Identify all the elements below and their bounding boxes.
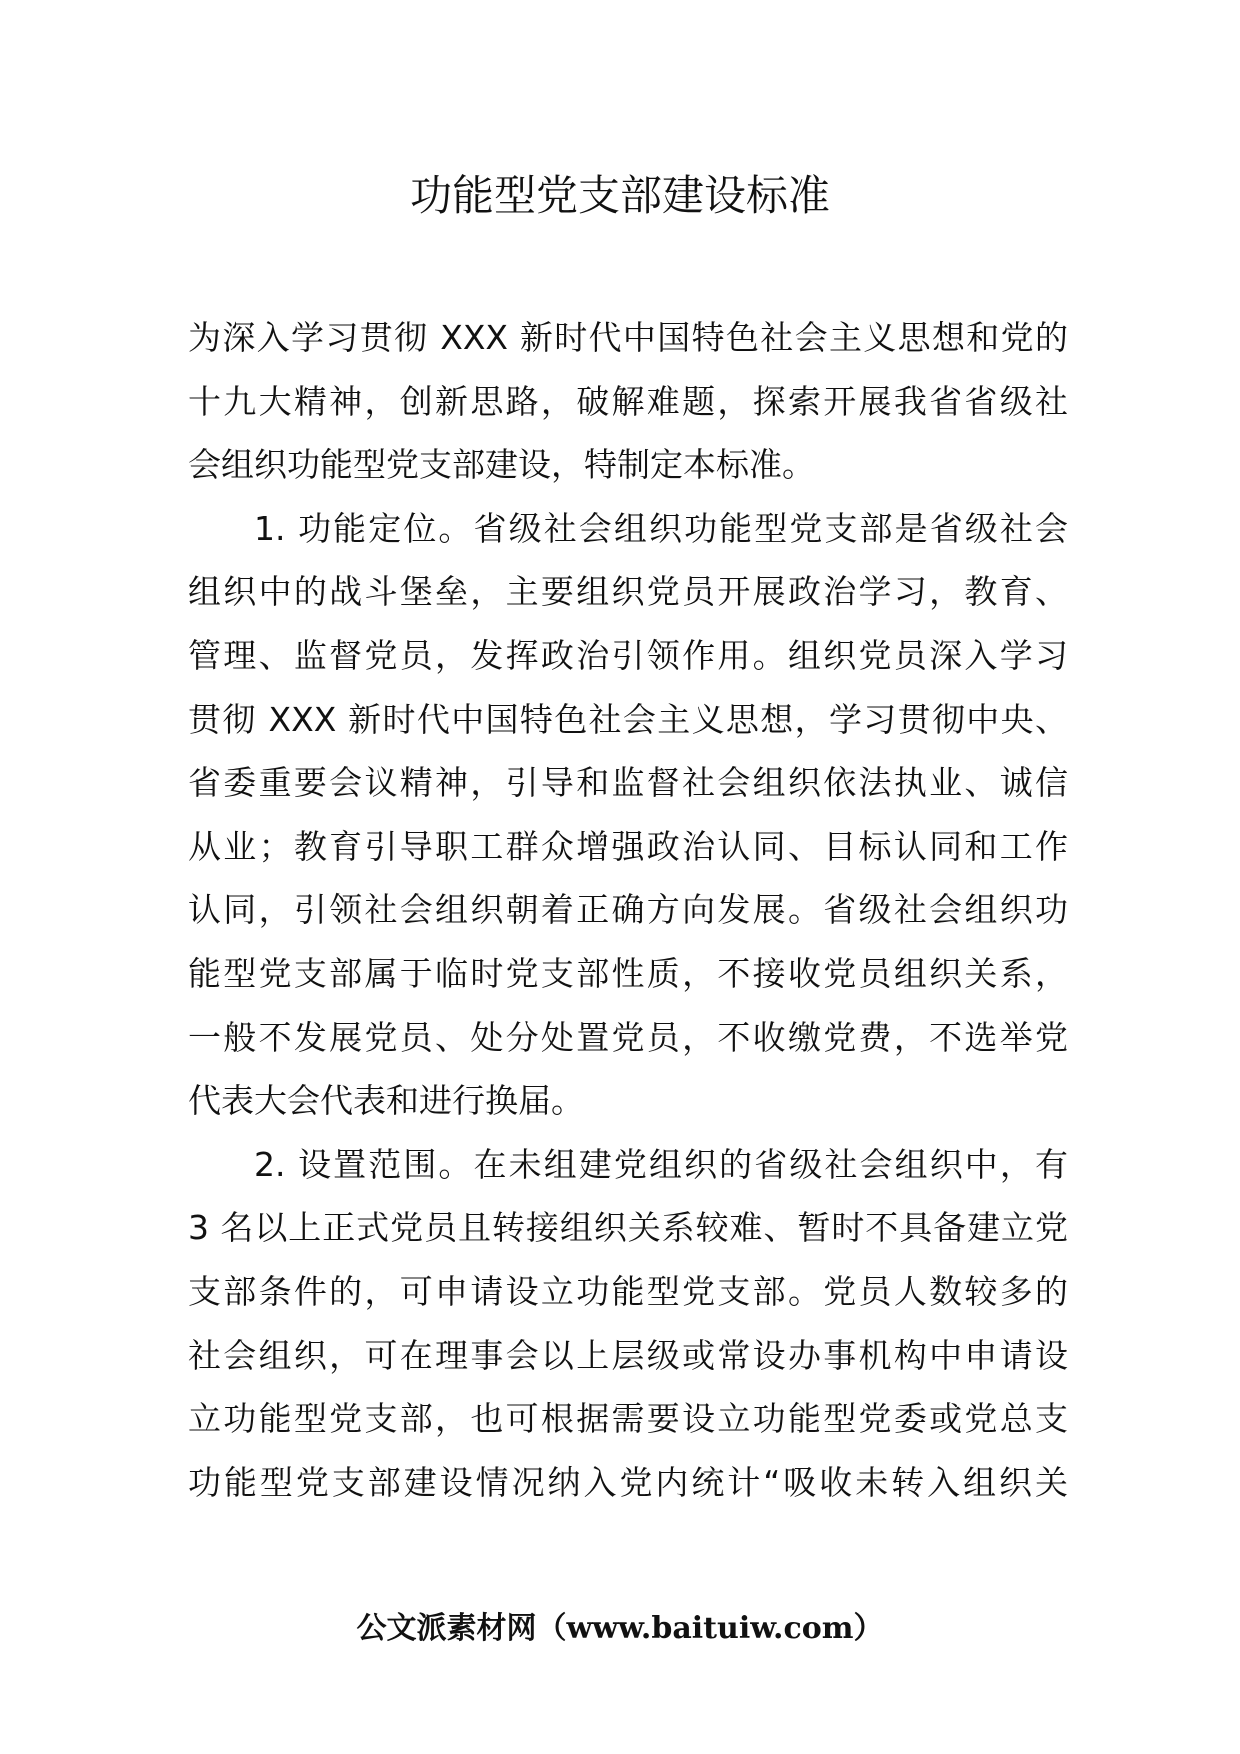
body-line: 2. 设置范围。在未组建党组织的省级社会组织中，有: [254, 1144, 1068, 1184]
body-line: 为深入学习贯彻 XXX 新时代中国特色社会主义思想和党的: [188, 318, 1068, 357]
body-line: 1. 功能定位。省级社会组织功能型党支部是省级社会: [254, 508, 1068, 548]
body-line: 从业；教育引导职工群众增强政治认同、目标认同和工作: [188, 826, 1068, 866]
body-line: 代表大会代表和进行换届。: [188, 1081, 584, 1121]
body-line: 社会组织，可在理事会以上层级或常设办事机构中申请设: [188, 1335, 1068, 1375]
body-line: 3 名以上正式党员且转接组织关系较难、暂时不具备建立党: [188, 1208, 1068, 1248]
body-line: 立功能型党支部，也可根据需要设立功能型党委或党总支: [188, 1399, 1068, 1439]
body-line: 能型党支部属于临时党支部性质，不接收党员组织关系，: [188, 953, 1068, 993]
body-line: 管理、监督党员，发挥政治引领作用。组织党员深入学习: [188, 635, 1068, 675]
body-line: 组织中的战斗堡垒，主要组织党员开展政治学习，教育、: [188, 572, 1068, 612]
body-line: 省委重要会议精神，引导和监督社会组织依法执业、诚信: [188, 763, 1068, 803]
body-line: 功能型党支部建设情况纳入党内统计“吸收未转入组织关: [188, 1462, 1068, 1502]
body-line: 会组织功能型党支部建设，特制定本标准。: [188, 445, 815, 485]
body-line: 贯彻 XXX 新时代中国特色社会主义思想，学习贯彻中央、: [188, 699, 1068, 739]
body-line: 十九大精神，创新思路，破解难题，探索开展我省省级社: [188, 381, 1068, 421]
footer-watermark: 公文派素材网（www.baituiw.com）: [356, 1611, 884, 1646]
document-title: 功能型党支部建设标准: [409, 171, 830, 220]
body-line: 一般不发展党员、处分处置党员，不收缴党费，不选举党: [188, 1017, 1068, 1057]
body-line: 认同，引领社会组织朝着正确方向发展。省级社会组织功: [188, 890, 1068, 930]
body-line: 支部条件的，可申请设立功能型党支部。党员人数较多的: [188, 1271, 1068, 1311]
document-body: [188, 306, 1068, 1514]
